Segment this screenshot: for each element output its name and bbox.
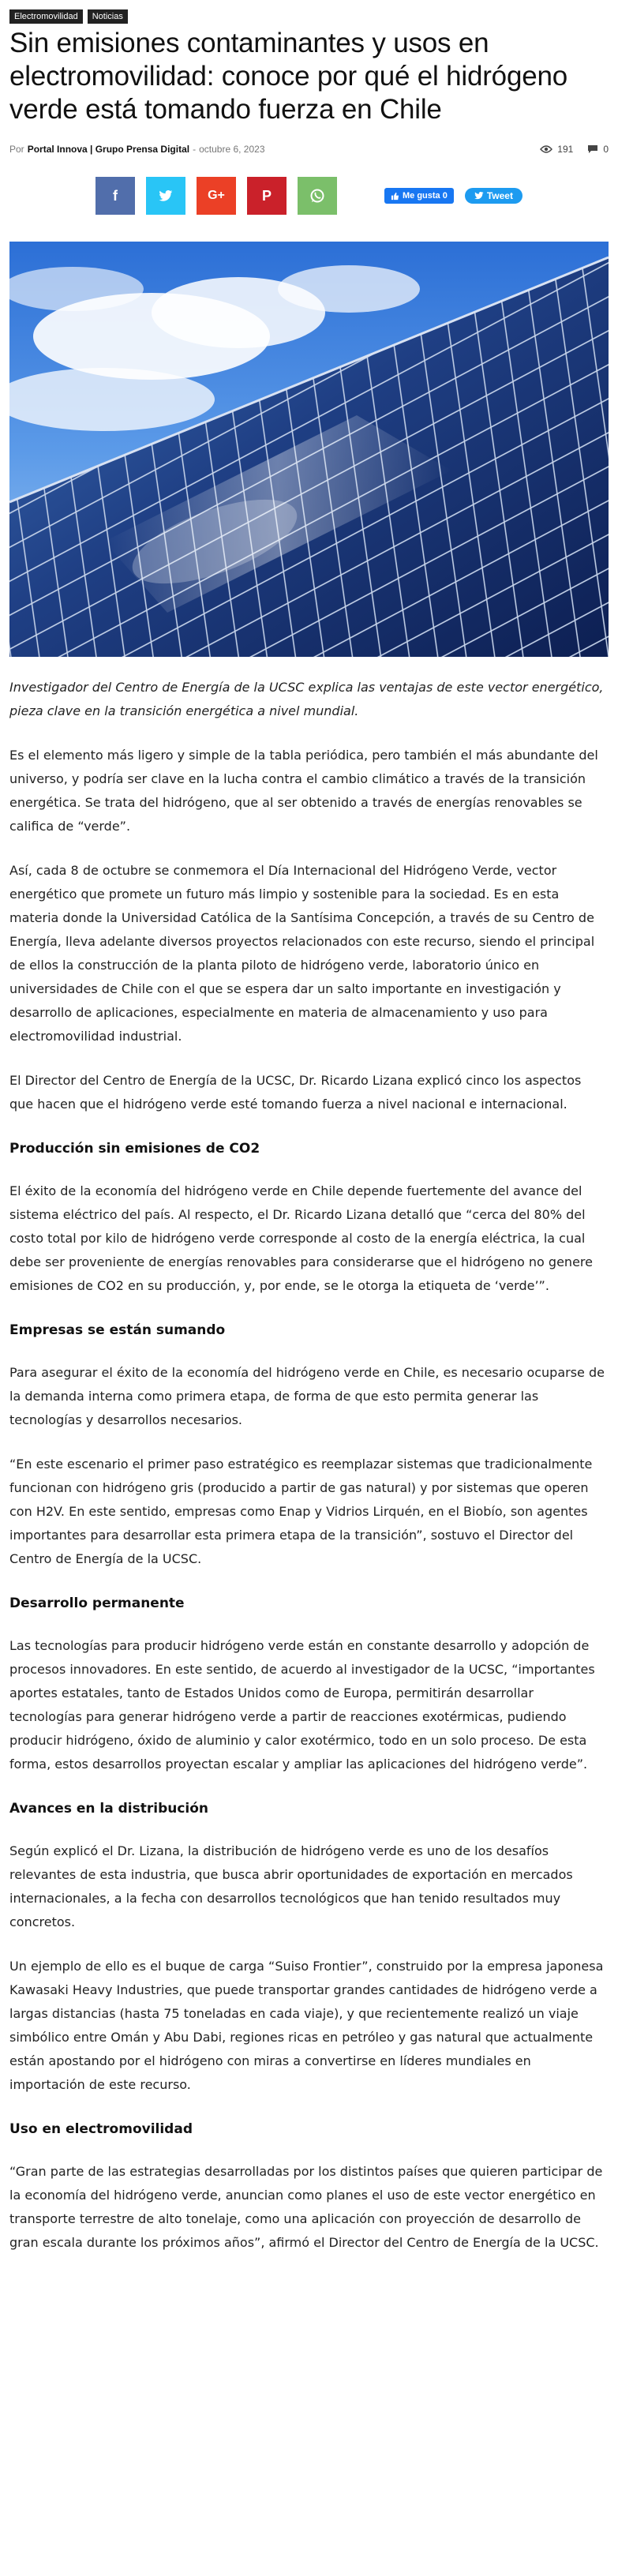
section-heading-distribution: Avances en la distribución	[9, 1801, 209, 1817]
thumbs-up-icon	[391, 192, 399, 201]
share-facebook-button[interactable]	[96, 177, 135, 215]
views-count: 191	[557, 144, 574, 155]
like-label: Me gusta 0	[403, 191, 448, 201]
twitter-bird-icon	[474, 192, 484, 200]
section-heading-production: Producción sin emisiones de CO2	[9, 1141, 260, 1157]
social-widgets	[384, 188, 522, 204]
paragraph-1: Es el elemento más ligero y simple de la tabla periódica, pero también el más abundante del universo, y podría ser clave en la lucha contra el cambio climático a través de la transición energética. Se trata del hidrógeno, que al ser obtenido a través de energías renovables se califica de “verde”.	[9, 748, 598, 834]
comments-counter[interactable]	[587, 144, 609, 155]
article-title: Sin emisiones contaminantes y usos en electromovilidad: conoce por qué el hidrógeno verde está tomando fuerza en Chile	[9, 28, 568, 125]
eye-icon	[540, 145, 552, 153]
section-heading-electromobility: Uso en electromovilidad	[9, 2121, 193, 2137]
pinterest-icon: P	[261, 187, 272, 204]
publish-date: octubre 6, 2023	[199, 144, 265, 155]
share-bar	[9, 177, 609, 215]
share-googleplus-button[interactable]	[197, 177, 236, 215]
paragraph-3: El Director del Centro de Energía de la UCSC, Dr. Ricardo Lizana explicó cinco los aspectos que hacen que el hidrógeno verde esté tomando fuerza a nivel nacional e internacional.	[9, 1073, 582, 1112]
solar-panels-image	[9, 242, 609, 657]
category-tag-electromovilidad[interactable]: Electromovilidad	[9, 9, 83, 24]
share-pinterest-button[interactable]	[247, 177, 287, 215]
author-prefix: Por	[9, 144, 24, 155]
paragraph-6: “En este escenario el primer paso estratégico es reemplazar sistemas que tradicionalmente funcionan con hidrógeno gris (producido a partir de gas natural) y por sistemas que operen con H2V. En este sentido, empresas como Enap y Vidrios Lirquén, en el Biobío, son agentes importantes para desarrollar esta primera etapa de la transición”, sostuvo el Director del Centro de Energía de la UCSC.	[9, 1457, 593, 1566]
paragraph-8: Según explicó el Dr. Lizana, la distribución de hidrógeno verde es uno de los desafíos relevantes de esta industria, que busca abrir oportunidades de exportación en mercados internacionales, a la fecha con desarrollos tecnológicos que han tenido resultados muy concretos.	[9, 1843, 573, 1929]
author-link[interactable]: Portal Innova | Grupo Prensa Digital	[27, 144, 190, 155]
category-tags	[9, 9, 609, 24]
share-whatsapp-button[interactable]	[298, 177, 337, 215]
meta-separator: -	[193, 144, 197, 155]
article-meta	[9, 144, 609, 155]
paragraph-7: Las tecnologías para producir hidrógeno verde están en constante desarrollo y adopción de procesos innovadores. En este sentido, de acuerdo al investigador de la UCSC, “importantes aportes estatales, tanto de Estados Unidos como de Europa, permitirán desarrollar tecnologías para generar hidrógeno verde a partir de reacciones exotérmicas, pudiendo producir hidrógeno, óxido de aluminio y calor exotérmico, todo en un solo proceso. De esta forma, estos desarrollos proyectan escalar y ampliar las aplicaciones del hidrógeno verde”.	[9, 1638, 595, 1772]
twitter-icon	[159, 190, 173, 202]
facebook-icon: f	[113, 187, 118, 204]
share-twitter-button[interactable]	[146, 177, 185, 215]
whatsapp-icon	[309, 188, 325, 204]
section-heading-development: Desarrollo permanente	[9, 1595, 185, 1611]
googleplus-icon: G+	[208, 189, 225, 202]
comments-count: 0	[603, 144, 609, 155]
views-counter	[540, 144, 573, 155]
article-lead: Investigador del Centro de Energía de la UCSC explica las ventajas de este vector energético, pieza clave en la transición energética a nivel mundial.	[9, 680, 604, 718]
paragraph-10: “Gran parte de las estrategias desarrolladas por los distintos países que quieren participar de la economía del hidrógeno verde, anuncian como planes el uso de este vector energético en transporte terrestre de alto tonelaje, como una aplicación con proyección de desarrollo de gran escala durante los próximos años”, afirmó el Director del Centro de Energía de la UCSC.	[9, 2164, 603, 2250]
tweet-label: Tweet	[486, 190, 513, 201]
paragraph-4: El éxito de la economía del hidrógeno verde en Chile depende fuertemente del avance del sistema eléctrico del país. Al respecto, el Dr. Ricardo Lizana detalló que “cerca del 80% del costo total por kilo de hidrógeno verde corresponde al costo de la energía eléctrica, la cual debe ser proveniente de energías renovables para considerarse que el hidrógeno no genere emisiones de CO2 en su producción, y, por ende, se le otorga la etiqueta de ‘verde’”.	[9, 1183, 593, 1293]
paragraph-2: Así, cada 8 de octubre se conmemora el Día Internacional del Hidrógeno Verde, vector energético que promete un futuro más limpio y sostenible para la sociedad. Es en esta materia donde la Universidad Católica de la Santísima Concepción, a través de su Centro de Energía, lleva adelante diversos proyectos relacionados con este recurso, siendo el principal de ellos la construcción de la planta piloto de hidrógeno verde, laboratorio único en universidades de Chile con el que se espera dar un salto importante en investigación y desarrollo de aplicaciones, especialmente en materia de almacenamiento y uso para electromovilidad industrial.	[9, 863, 595, 1044]
category-tag-noticias[interactable]: Noticias	[88, 9, 128, 24]
comment-icon	[587, 144, 598, 154]
hero-image	[9, 242, 609, 657]
section-heading-companies: Empresas se están sumando	[9, 1322, 226, 1338]
tweet-button[interactable]	[465, 188, 522, 204]
facebook-like-button[interactable]	[384, 188, 454, 204]
paragraph-9: Un ejemplo de ello es el buque de carga “Suiso Frontier”, construido por la empresa japonesa Kawasaki Heavy Industries, que puede transportar grandes cantidades de hidrógeno verde a largas distancias (hasta 75 toneladas en cada viaje), y que recientemente realizó un viaje simbólico entre Omán y Abu Dabi, regiones ricas en petróleo y gas natural que actualmente están apostando por el hidrógeno con miras a convertirse en líderes mundiales en importación de este recurso.	[9, 1959, 604, 2092]
paragraph-5: Para asegurar el éxito de la economía del hidrógeno verde en Chile, es necesario ocuparse de la demanda interna como primera etapa, de forma de que esto permita generar las tecnologías y desarrollos necesarios.	[9, 1365, 605, 1427]
